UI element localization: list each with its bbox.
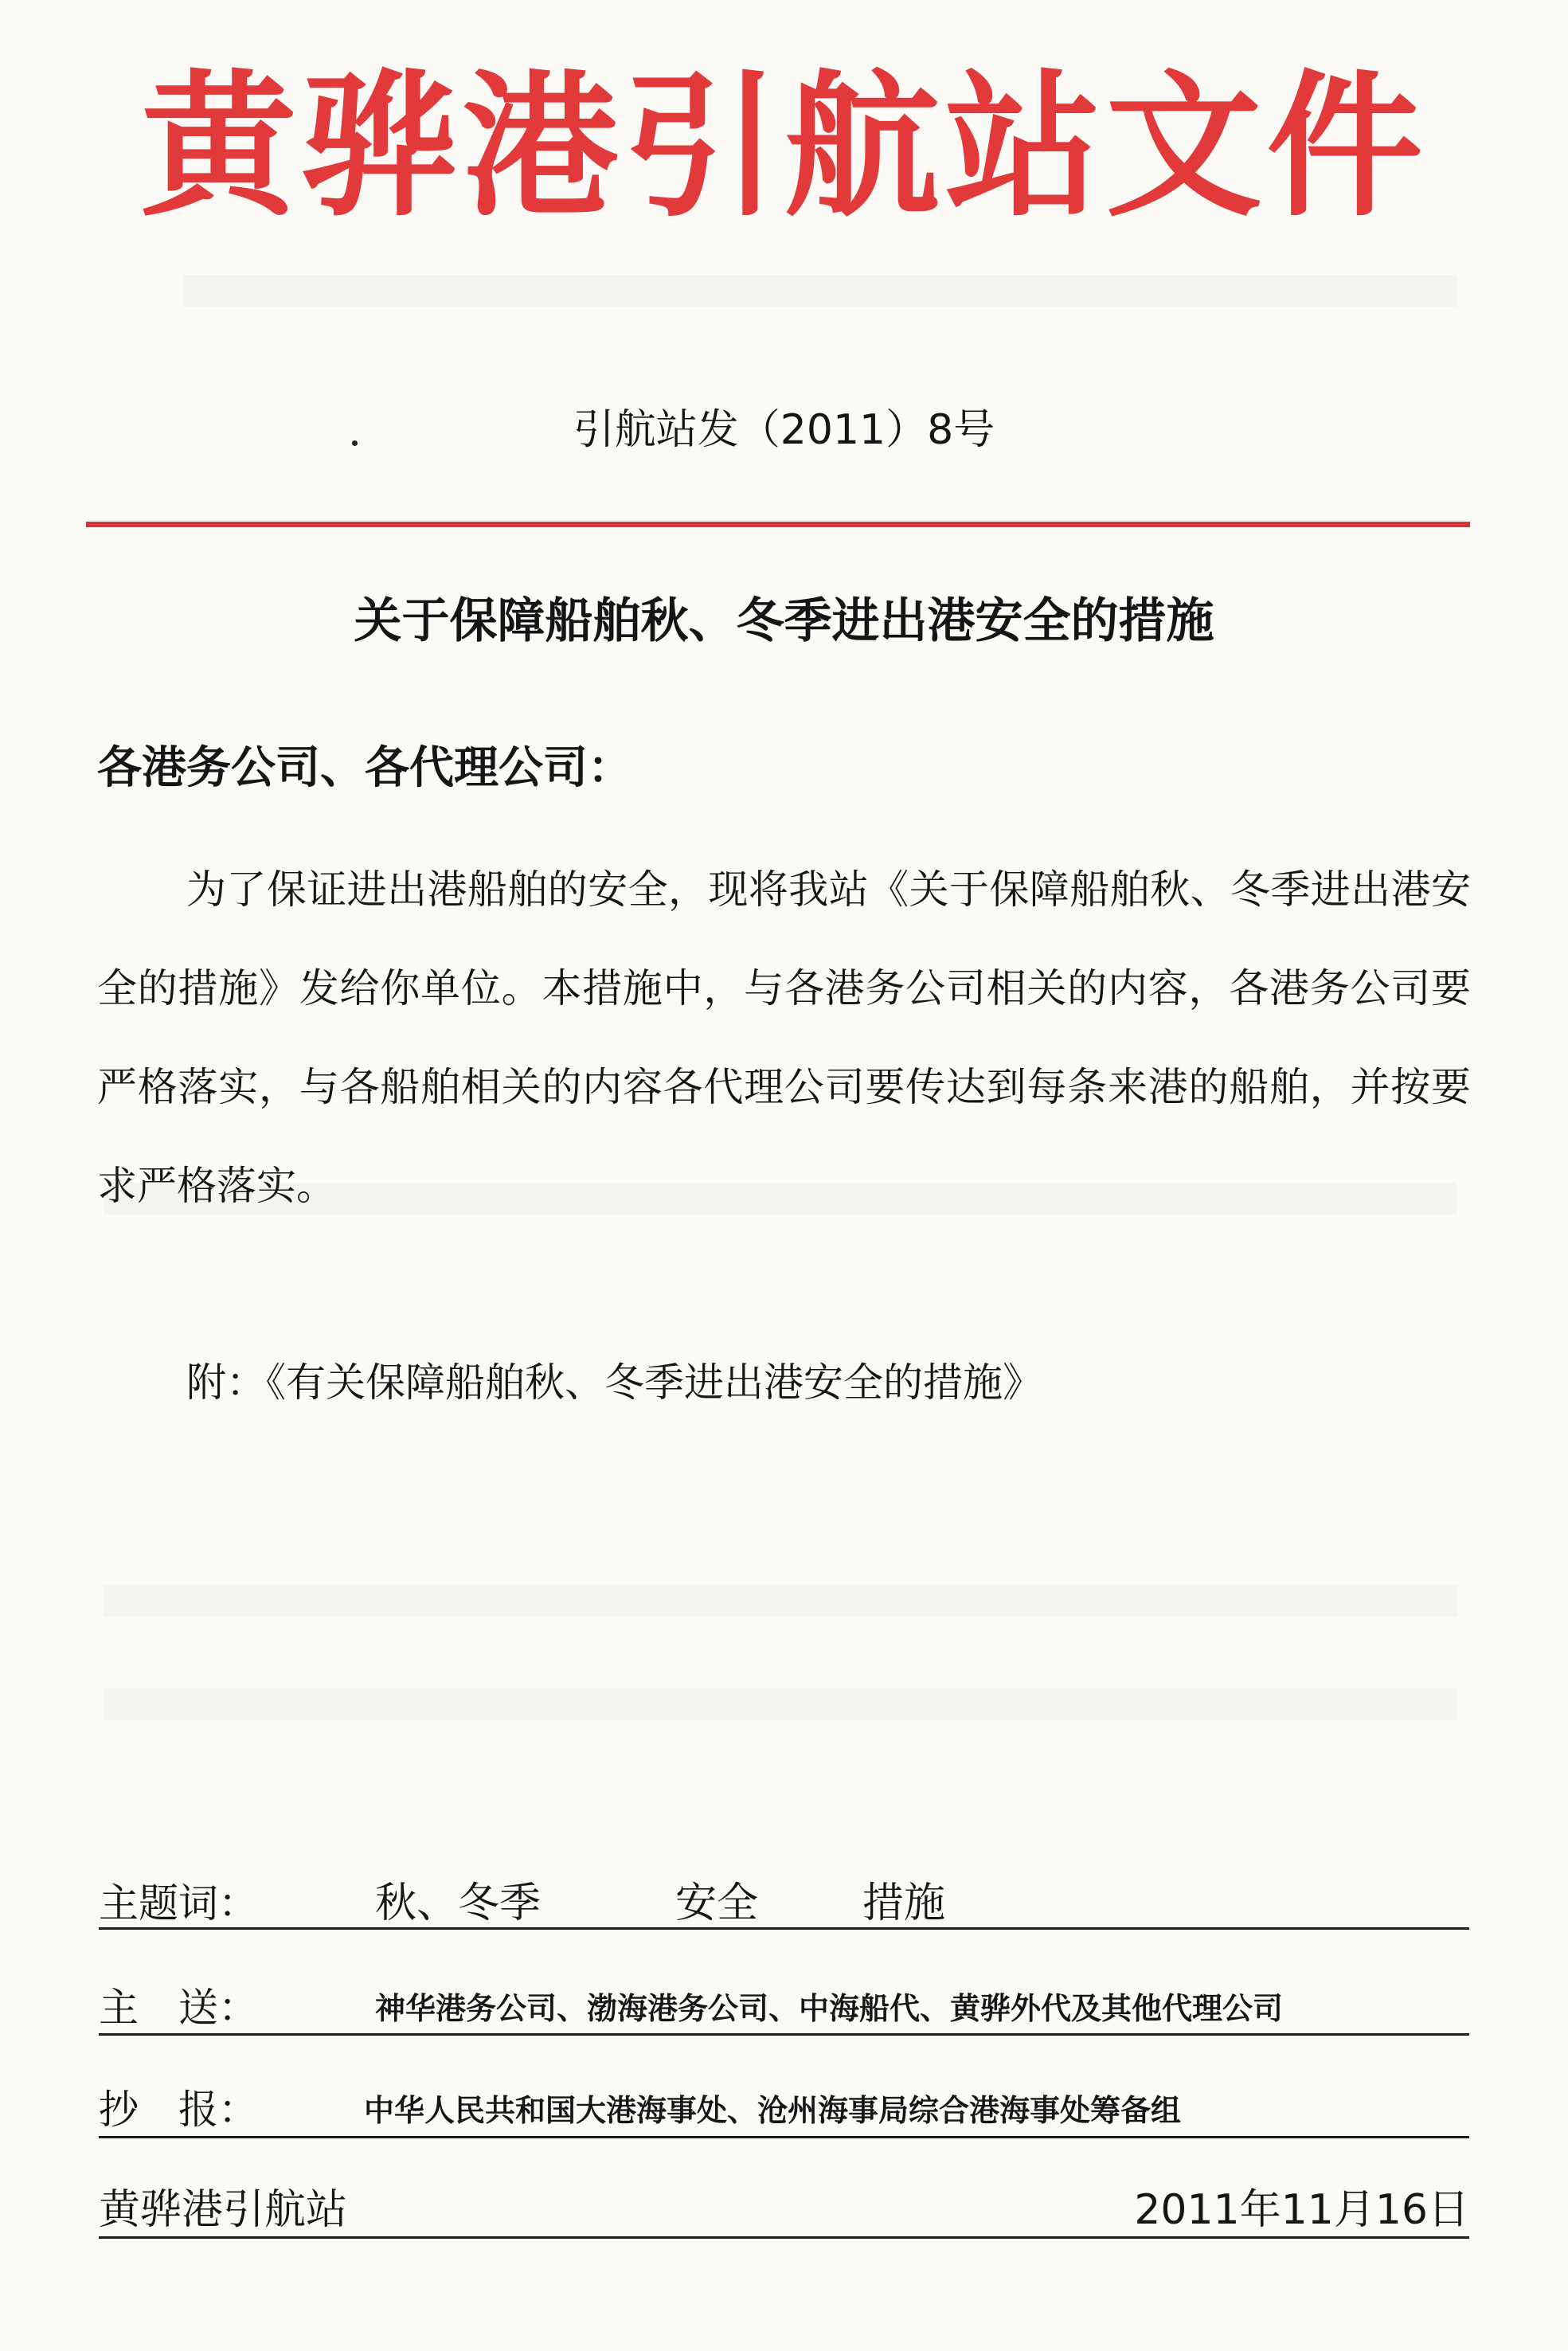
attachment-line: 附：《有关保障船舶秋、冬季进出港安全的措施》 <box>186 1359 1042 1406</box>
footer-rule <box>99 2033 1469 2036</box>
cc-recipients: 中华人民共和国大港海事处、沧州海事局综合港海事处筹备组 <box>364 2093 1182 2128</box>
addressee-line: 各港务公司、各代理公司： <box>97 742 632 794</box>
keyword-item: 安全 <box>675 1880 759 1927</box>
bleed-through-line <box>183 275 1457 307</box>
footer-rule <box>99 1927 1469 1930</box>
send-to-label: 主 送： <box>99 1985 258 2031</box>
send-to-recipients: 神华港务公司、渤海港务公司、中海船代、黄骅外代及其他代理公司 <box>375 1991 1284 2026</box>
cc-label: 抄 报： <box>99 2087 258 2133</box>
footer-rule <box>99 2136 1469 2138</box>
document-number: 引航站发（2011）8号 <box>573 406 995 454</box>
bleed-through-line <box>104 1688 1457 1720</box>
issuing-organization: 黄骅港引航站 <box>99 2186 348 2234</box>
keyword-item: 措施 <box>862 1880 946 1927</box>
bleed-through-line <box>104 1585 1457 1617</box>
issue-date: 2011年11月16日 <box>1134 2186 1469 2234</box>
letterhead-title: 黄骅港引航站文件 <box>140 57 1428 238</box>
stray-mark <box>352 440 358 446</box>
body-paragraph: 为了保证进出港船舶的安全，现将我站《关于保障船舶秋、冬季进出港安全的措施》发给你单位。本措施中，与各港务公司相关的内容，各港务公司要严格落实，与各船舶相关的内容各代理公司要传达到每条来港的船舶，并按要求严格落实。 <box>97 866 1471 1209</box>
document-title: 关于保障船舶秋、冬季进出港安全的措施 <box>354 593 1214 649</box>
red-divider-line <box>86 522 1470 527</box>
footer-rule <box>99 2236 1469 2239</box>
keyword-item: 秋、冬季 <box>375 1880 542 1927</box>
keywords-label: 主题词： <box>99 1880 258 1927</box>
